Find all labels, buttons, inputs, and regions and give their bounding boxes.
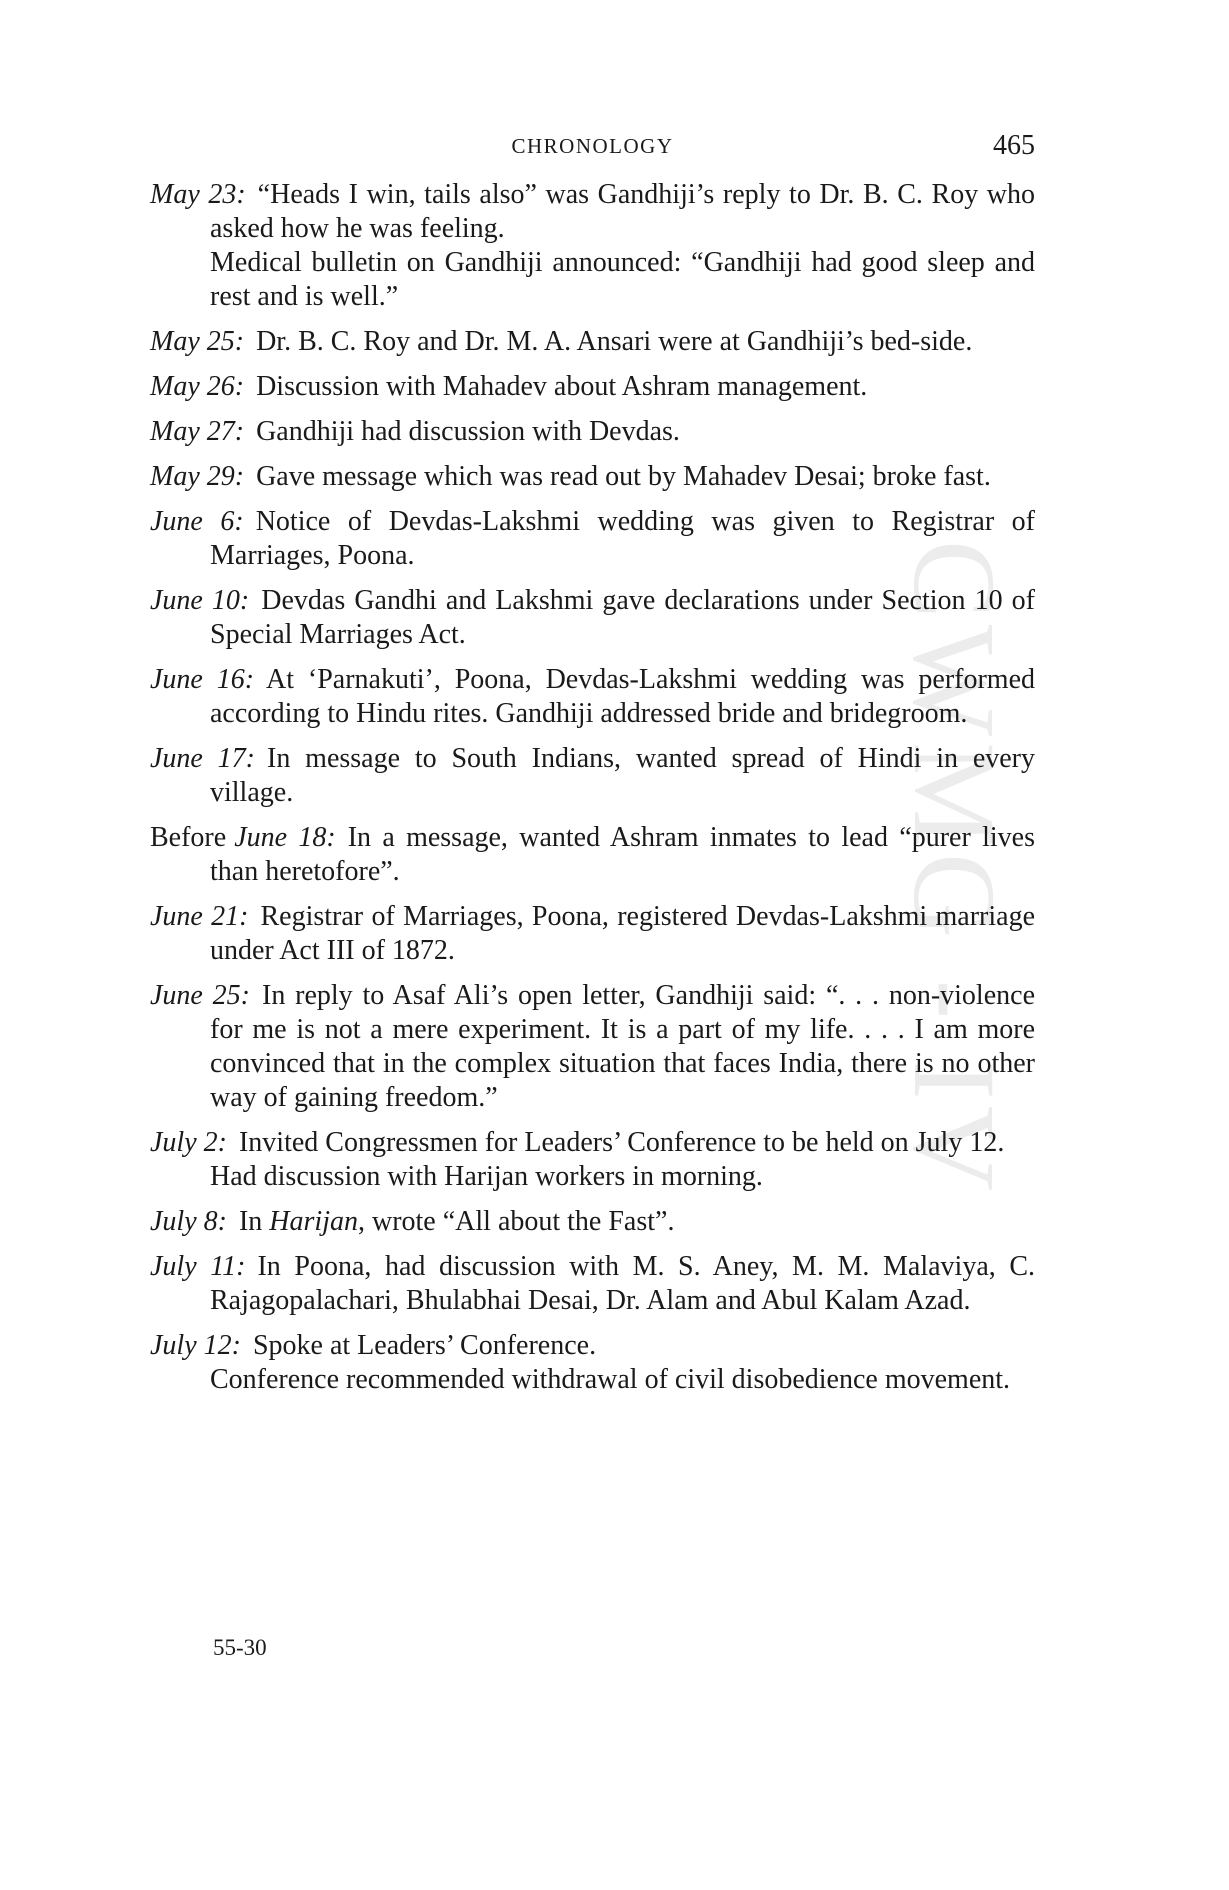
entry-date: June 17: bbox=[150, 743, 256, 774]
entry-text: Conference recommended withdrawal of civil disobedience movement. bbox=[210, 1364, 1011, 1395]
chronology-entry bbox=[150, 900, 1035, 968]
entry-date: July 8: bbox=[150, 1206, 227, 1237]
entry-text: Devdas Gandhi and Lakshmi gave declarations under Section 10 of Special Marriages Act. bbox=[210, 585, 1035, 650]
entry-text: Notice of Devdas-Lakshmi wedding was given to Registrar of Marriages, Poona. bbox=[210, 506, 1035, 571]
entry-paragraph bbox=[150, 1363, 1035, 1397]
chronology-entry bbox=[150, 415, 1035, 449]
entry-paragraph bbox=[150, 415, 1035, 449]
chronology-entry bbox=[150, 460, 1035, 494]
entry-text: Medical bulletin on Gandhiji announced: “Gandhiji had good sleep and rest and is well.” bbox=[210, 247, 1035, 312]
entry-paragraph bbox=[150, 1126, 1035, 1160]
entry-paragraph bbox=[150, 505, 1035, 573]
entry-paragraph bbox=[150, 1205, 1035, 1239]
entry-date: July 12: bbox=[150, 1330, 241, 1361]
entry-text: Gandhiji had discussion with Devdas. bbox=[256, 416, 680, 447]
entry-paragraph bbox=[150, 246, 1035, 314]
entry-date: June 18: bbox=[234, 822, 336, 853]
entry-date: July 2: bbox=[150, 1127, 227, 1158]
chronology-entry bbox=[150, 1250, 1035, 1318]
chronology-entry bbox=[150, 663, 1035, 731]
entry-prefix: Before bbox=[150, 822, 227, 853]
entry-date: May 23: bbox=[150, 179, 246, 210]
entry-text: In Poona, had discussion with M. S. Aney, M. M. Malaviya, C. Rajagopalachari, Bhulabhai Desai, Dr. Alam and Abul Kalam Azad. bbox=[210, 1251, 1035, 1316]
entry-text: Invited Congressmen for Leaders’ Conference to be held on July 12. bbox=[238, 1127, 1005, 1158]
entry-paragraph bbox=[150, 663, 1035, 731]
entry-date: June 21: bbox=[150, 901, 249, 932]
publication-title: Harijan bbox=[269, 1206, 358, 1237]
chronology-entry bbox=[150, 979, 1035, 1115]
entry-text: Registrar of Marriages, Poona, registered Devdas-Lakshmi marriage under Act III of 1872. bbox=[210, 901, 1035, 966]
entry-text: , wrote “All about the Fast”. bbox=[357, 1206, 675, 1237]
entry-date: July 11: bbox=[150, 1251, 246, 1282]
entry-paragraph bbox=[150, 460, 1035, 494]
chronology-entry bbox=[150, 742, 1035, 810]
entry-date: May 26: bbox=[150, 371, 245, 402]
chronology-entry bbox=[150, 325, 1035, 359]
entry-paragraph bbox=[150, 1329, 1035, 1363]
entry-text: “Heads I win, tails also” was Gandhiji’s reply to Dr. B. C. Roy who asked how he was feeling. bbox=[210, 179, 1036, 244]
chronology-entry bbox=[150, 370, 1035, 404]
chronology-entries bbox=[150, 178, 1035, 1408]
entry-date: June 25: bbox=[150, 980, 250, 1011]
entry-paragraph bbox=[150, 325, 1035, 359]
entry-text: Gave message which was read out by Mahadev Desai; broke fast. bbox=[256, 461, 991, 492]
entry-date: June 16: bbox=[150, 664, 255, 695]
watermark: CWMG - IV bbox=[889, 540, 1020, 1198]
entry-paragraph bbox=[150, 178, 1035, 246]
entry-text: In message to South Indians, wanted spread of Hindi in every village. bbox=[210, 743, 1036, 808]
entry-date: May 25: bbox=[150, 326, 245, 357]
entry-paragraph bbox=[150, 900, 1035, 968]
entry-paragraph bbox=[150, 742, 1035, 810]
entry-paragraph bbox=[150, 370, 1035, 404]
running-head bbox=[150, 130, 1035, 170]
signature-mark: 55-30 bbox=[213, 1635, 267, 1660]
entry-paragraph bbox=[150, 584, 1035, 652]
chronology-entry bbox=[150, 1329, 1035, 1397]
entry-text: In a message, wanted Ashram inmates to lead “purer lives than heretofore”. bbox=[210, 822, 1035, 887]
entry-text: Spoke at Leaders’ Conference. bbox=[252, 1330, 597, 1361]
entry-date: May 29: bbox=[150, 461, 245, 492]
chronology-entry bbox=[150, 1126, 1035, 1194]
entry-date: June 10: bbox=[150, 585, 250, 616]
entry-text: In bbox=[238, 1206, 270, 1237]
entry-paragraph bbox=[150, 979, 1035, 1115]
entry-paragraph bbox=[150, 821, 1035, 889]
chronology-entry bbox=[150, 178, 1035, 314]
entry-text: Dr. B. C. Roy and Dr. M. A. Ansari were at Gandhiji’s bed-side. bbox=[256, 326, 973, 357]
running-title: CHRONOLOGY bbox=[511, 134, 674, 158]
entry-text: In reply to Asaf Ali’s open letter, Gandhiji said: “. . . non-violence for me is not a mere experiment. It is a part of my life. . . . I am more convinced that in the complex situation that faces India, there is no other way of gaining freedom.” bbox=[210, 980, 1035, 1113]
entry-paragraph bbox=[150, 1160, 1035, 1194]
page-number: 465 bbox=[993, 130, 1035, 161]
entry-text: At ‘Parnakuti’, Poona, Devdas-Lakshmi wedding was performed according to Hindu rites. Gandhiji addressed bride and bridegroom. bbox=[210, 664, 1035, 729]
chronology-entry bbox=[150, 821, 1035, 889]
entry-text: Had discussion with Harijan workers in morning. bbox=[210, 1161, 763, 1192]
chronology-entry bbox=[150, 584, 1035, 652]
entry-paragraph bbox=[150, 1250, 1035, 1318]
entry-text: Discussion with Mahadev about Ashram management. bbox=[256, 371, 868, 402]
entry-date: May 27: bbox=[150, 416, 245, 447]
chronology-entry bbox=[150, 1205, 1035, 1239]
chronology-entry bbox=[150, 505, 1035, 573]
entry-date: June 6: bbox=[150, 506, 244, 537]
